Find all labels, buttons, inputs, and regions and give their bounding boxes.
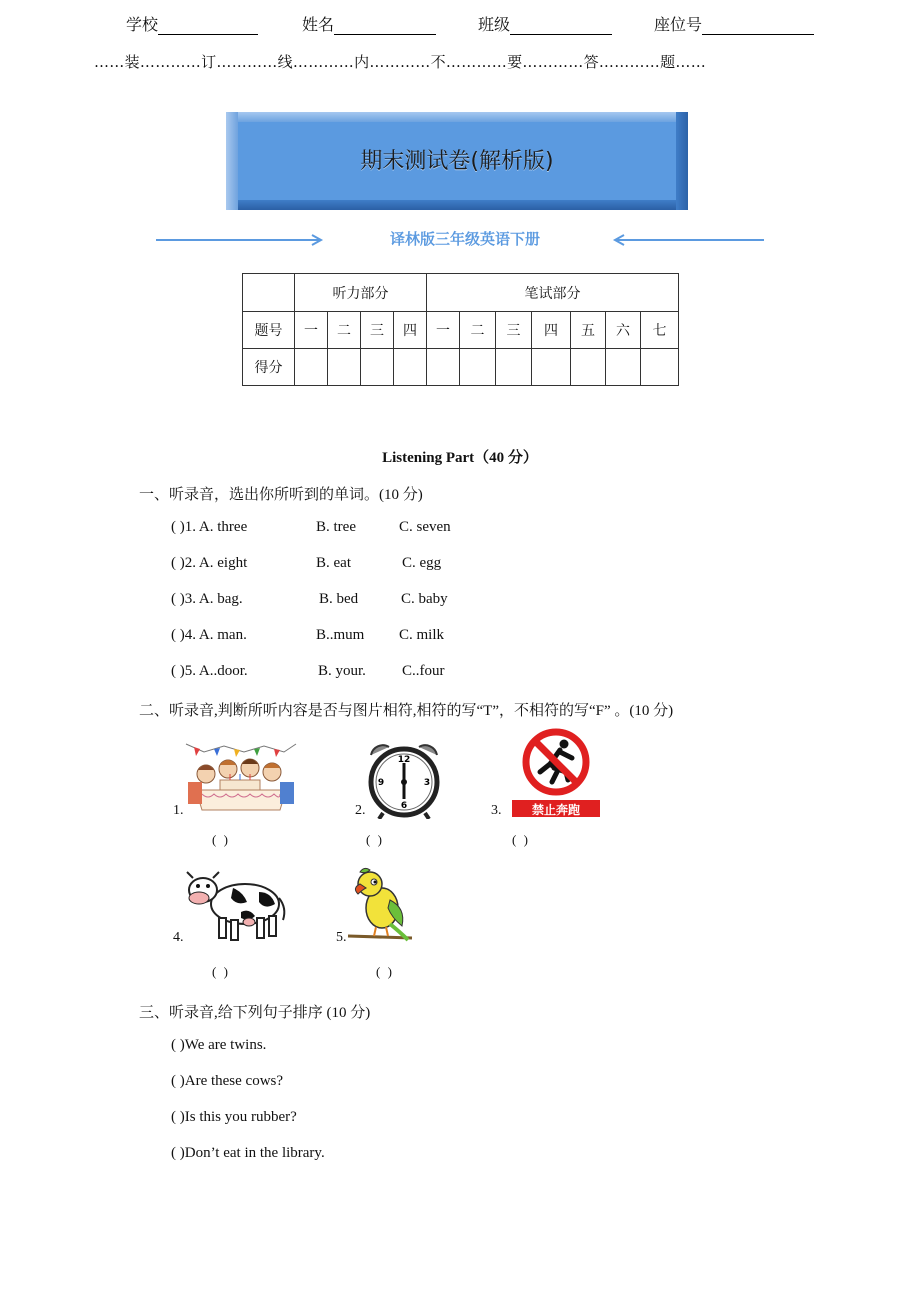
written-num: 六 xyxy=(606,312,641,349)
score-cell[interactable] xyxy=(460,349,496,386)
written-num: 二 xyxy=(460,312,496,349)
class-blank[interactable] xyxy=(510,16,612,35)
svg-text:6: 6 xyxy=(400,801,408,811)
score-cell[interactable] xyxy=(361,349,394,386)
exam-banner xyxy=(226,112,688,210)
school-field[interactable] xyxy=(126,12,258,35)
name-field[interactable] xyxy=(302,12,436,35)
school-blank[interactable] xyxy=(158,16,258,35)
listening-part-title: Listening Part（40 分） xyxy=(382,450,538,466)
class-field[interactable] xyxy=(478,12,612,35)
score-cell[interactable] xyxy=(295,349,328,386)
seat-blank[interactable] xyxy=(702,16,814,35)
pic3-answer-blank[interactable]: ( ) xyxy=(512,832,530,847)
listening-num: 一 xyxy=(295,312,328,349)
section2-heading: 二、听录音,判断所听内容是否与图片相符,相符的写“T”，不相符的写“F” 。(10 分) xyxy=(139,703,674,719)
svg-text:3: 3 xyxy=(423,778,431,788)
class-label: 班级 xyxy=(478,15,511,34)
listening-num: 三 xyxy=(361,312,394,349)
pic3-number: 3. xyxy=(491,803,502,818)
right-arrow-icon xyxy=(156,232,324,248)
q3-prefix: ( )3. A. bag. xyxy=(171,591,243,607)
pic5-number: 5. xyxy=(336,930,347,945)
written-num: 四 xyxy=(532,312,571,349)
pic4-answer-blank[interactable]: ( ) xyxy=(212,964,230,979)
binding-line: ……装…………订…………线…………内…………不…………要…………答…………题…… xyxy=(94,53,707,71)
order-item-2: ( )Are these cows? xyxy=(171,1073,284,1089)
score-table xyxy=(242,273,679,386)
pic5-answer-blank[interactable]: ( ) xyxy=(376,964,394,979)
q1-prefix: ( )1. A. three xyxy=(171,519,248,535)
score-cell[interactable] xyxy=(394,349,427,386)
seat-field[interactable] xyxy=(654,12,814,35)
q2-option-b: B. eat xyxy=(316,555,351,571)
q2-prefix: ( )2. A. eight xyxy=(171,555,248,571)
alarm-clock-picture xyxy=(365,741,443,819)
q5-option-b: B. your. xyxy=(318,663,366,679)
pic2-answer-blank[interactable]: ( ) xyxy=(366,832,384,847)
seat-label: 座位号 xyxy=(654,15,703,34)
order-item-3: ( )Is this you rubber? xyxy=(171,1109,297,1125)
pic1-answer-blank[interactable]: ( ) xyxy=(212,832,230,847)
name-blank[interactable] xyxy=(334,16,436,35)
q4-prefix: ( )4. A. man. xyxy=(171,627,247,643)
exam-title: 期末测试卷(解析版) xyxy=(360,149,554,174)
score-cell[interactable] xyxy=(641,349,679,386)
q1-option-b: B. tree xyxy=(316,519,356,535)
q2-option-c: C. egg xyxy=(402,555,442,571)
score-cell[interactable] xyxy=(328,349,361,386)
order-item-1: ( )We are twins. xyxy=(171,1037,267,1053)
birthday-party-picture xyxy=(184,738,298,816)
section3-heading: 三、听录音,给下列句子排序 (10 分) xyxy=(139,1005,371,1021)
svg-text:9: 9 xyxy=(377,778,385,788)
pic1-number: 1. xyxy=(173,803,184,818)
q3-option-b: B. bed xyxy=(319,591,359,607)
table-corner xyxy=(243,274,295,312)
exam-subtitle: 译林版三年级英语下册 xyxy=(389,230,540,248)
written-num: 一 xyxy=(427,312,460,349)
name-label: 姓名 xyxy=(302,15,335,34)
listening-header: 听力部分 xyxy=(295,274,427,312)
score-cell[interactable] xyxy=(496,349,532,386)
svg-text:12: 12 xyxy=(397,755,411,765)
score-cell[interactable] xyxy=(606,349,641,386)
written-header: 笔试部分 xyxy=(427,274,679,312)
q5-option-c: C..four xyxy=(402,663,445,679)
row-label-score: 得分 xyxy=(243,349,295,386)
order-item-4: ( )Don’t eat in the library. xyxy=(171,1145,325,1161)
q4-option-b: B..mum xyxy=(316,627,365,643)
left-arrow-icon xyxy=(612,232,766,248)
score-cell[interactable] xyxy=(427,349,460,386)
q3-option-c: C. baby xyxy=(401,591,448,607)
school-label: 学校 xyxy=(126,15,159,34)
score-cell[interactable] xyxy=(571,349,606,386)
pic2-number: 2. xyxy=(355,803,366,818)
section1-heading: 一、听录音，选出你所听到的单词。(10 分) xyxy=(139,487,423,503)
written-num: 五 xyxy=(571,312,606,349)
row-label-number: 题号 xyxy=(243,312,295,349)
written-num: 七 xyxy=(641,312,679,349)
q1-option-c: C. seven xyxy=(399,519,451,535)
q4-option-c: C. milk xyxy=(399,627,445,643)
bird-picture xyxy=(346,864,416,944)
listening-num: 四 xyxy=(394,312,427,349)
listening-num: 二 xyxy=(328,312,361,349)
q5-prefix: ( )5. A..door. xyxy=(171,663,248,679)
no-running-sign-text: 禁止奔跑 xyxy=(531,803,580,817)
pic4-number: 4. xyxy=(173,930,184,945)
written-num: 三 xyxy=(496,312,532,349)
score-cell[interactable] xyxy=(532,349,571,386)
cow-picture xyxy=(185,868,289,944)
